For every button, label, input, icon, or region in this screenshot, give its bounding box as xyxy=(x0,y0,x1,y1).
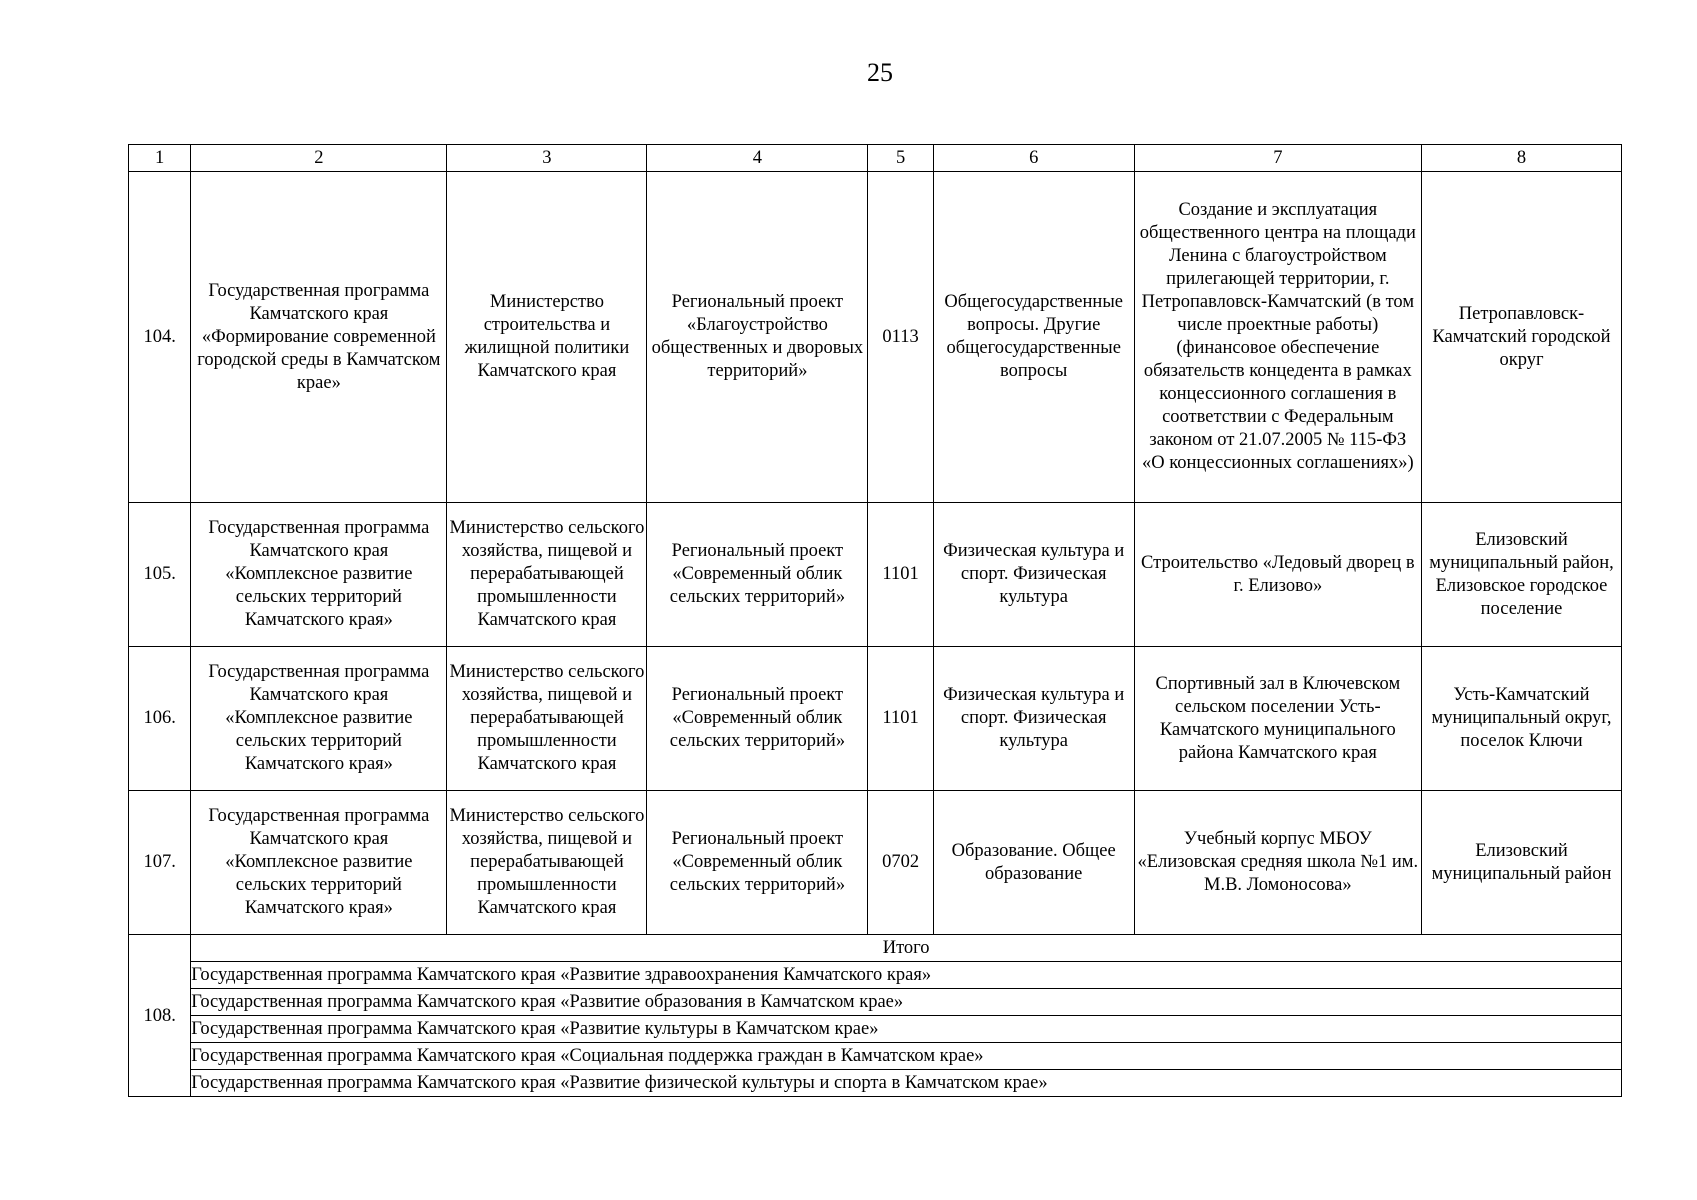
code-cell: 0113 xyxy=(868,172,933,503)
column-header: 1 xyxy=(129,145,191,172)
row-number-cell: 106. xyxy=(129,647,191,791)
row-number-cell: 108. xyxy=(129,935,191,1097)
column-header: 3 xyxy=(447,145,647,172)
program-cell: Государственная программа Камчатского края «Комплексное развитие сельских территорий Камчатского края» xyxy=(191,647,447,791)
section-cell: Физическая культура и спорт. Физическая культура xyxy=(933,503,1134,647)
section-cell: Образование. Общее образование xyxy=(933,791,1134,935)
object-cell: Учебный корпус МБОУ «Елизовская средняя школа №1 им. М.В. Ломоносова» xyxy=(1134,791,1421,935)
code-cell: 0702 xyxy=(868,791,933,935)
column-header: 2 xyxy=(191,145,447,172)
project-cell: Региональный проект «Благоустройство общественных и дворовых территорий» xyxy=(647,172,868,503)
section-cell: Физическая культура и спорт. Физическая культура xyxy=(933,647,1134,791)
summary-item-cell: Государственная программа Камчатского края «Развитие культуры в Камчатском крае» xyxy=(191,1016,1622,1043)
summary-item-cell: Государственная программа Камчатского края «Развитие физической культуры и спорта в Камчатском крае» xyxy=(191,1070,1622,1097)
code-cell: 1101 xyxy=(868,647,933,791)
summary-item-cell: Государственная программа Камчатского края «Развитие здравоохранения Камчатского края» xyxy=(191,962,1622,989)
ministry-cell: Министерство строительства и жилищной политики Камчатского края xyxy=(447,172,647,503)
summary-item-row xyxy=(129,1043,1622,1070)
column-header: 7 xyxy=(1134,145,1421,172)
column-header: 6 xyxy=(933,145,1134,172)
table-row xyxy=(129,647,1622,791)
summary-title-row xyxy=(129,935,1622,962)
row-number-cell: 104. xyxy=(129,172,191,503)
object-cell: Спортивный зал в Ключевском сельском поселении Усть-Камчатского муниципального района Камчатского края xyxy=(1134,647,1421,791)
summary-item-row xyxy=(129,962,1622,989)
program-cell: Государственная программа Камчатского края «Комплексное развитие сельских территорий Камчатского края» xyxy=(191,503,447,647)
project-cell: Региональный проект «Современный облик сельских территорий» xyxy=(647,791,868,935)
table-row xyxy=(129,503,1622,647)
territory-cell: Елизовский муниципальный район xyxy=(1422,791,1622,935)
code-cell: 1101 xyxy=(868,503,933,647)
table-header-row xyxy=(129,145,1622,172)
program-cell: Государственная программа Камчатского края «Формирование современной городской среды в Камчатском крае» xyxy=(191,172,447,503)
object-cell: Создание и эксплуатация общественного центра на площади Ленина с благоустройством прилегающей территории, г. Петропавловск-Камчатский (в том числе проектные работы) (финансовое обеспечение обязательств концедента в рамках концессионного соглашения в соответствии с Федеральным законом от 21.07.2005 № 115-ФЗ «О концессионных соглашениях») xyxy=(1134,172,1421,503)
ministry-cell: Министерство сельского хозяйства, пищевой и перерабатывающей промышленности Камчатского края xyxy=(447,503,647,647)
page-number: 25 xyxy=(867,58,893,87)
program-cell: Государственная программа Камчатского края «Комплексное развитие сельских территорий Камчатского края» xyxy=(191,791,447,935)
ministry-cell: Министерство сельского хозяйства, пищевой и перерабатывающей промышленности Камчатского края xyxy=(447,791,647,935)
summary-title-cell: Итого xyxy=(191,935,1622,962)
project-cell: Региональный проект «Современный облик сельских территорий» xyxy=(647,503,868,647)
summary-item-row xyxy=(129,1016,1622,1043)
table-row xyxy=(129,791,1622,935)
object-cell: Строительство «Ледовый дворец в г. Елизово» xyxy=(1134,503,1421,647)
data-table xyxy=(128,144,1622,1097)
ministry-cell: Министерство сельского хозяйства, пищевой и перерабатывающей промышленности Камчатского края xyxy=(447,647,647,791)
summary-item-row xyxy=(129,989,1622,1016)
column-header: 8 xyxy=(1422,145,1622,172)
summary-item-row xyxy=(129,1070,1622,1097)
column-header: 5 xyxy=(868,145,933,172)
section-cell: Общегосударственные вопросы. Другие общегосударственные вопросы xyxy=(933,172,1134,503)
column-header: 4 xyxy=(647,145,868,172)
project-cell: Региональный проект «Современный облик сельских территорий» xyxy=(647,647,868,791)
summary-item-cell: Государственная программа Камчатского края «Развитие образования в Камчатском крае» xyxy=(191,989,1622,1016)
territory-cell: Петропавловск-Камчатский городской округ xyxy=(1422,172,1622,503)
summary-item-cell: Государственная программа Камчатского края «Социальная поддержка граждан в Камчатском крае» xyxy=(191,1043,1622,1070)
territory-cell: Усть-Камчатский муниципальный округ, поселок Ключи xyxy=(1422,647,1622,791)
row-number-cell: 105. xyxy=(129,503,191,647)
row-number-cell: 107. xyxy=(129,791,191,935)
territory-cell: Елизовский муниципальный район, Елизовское городское поселение xyxy=(1422,503,1622,647)
table-row xyxy=(129,172,1622,503)
